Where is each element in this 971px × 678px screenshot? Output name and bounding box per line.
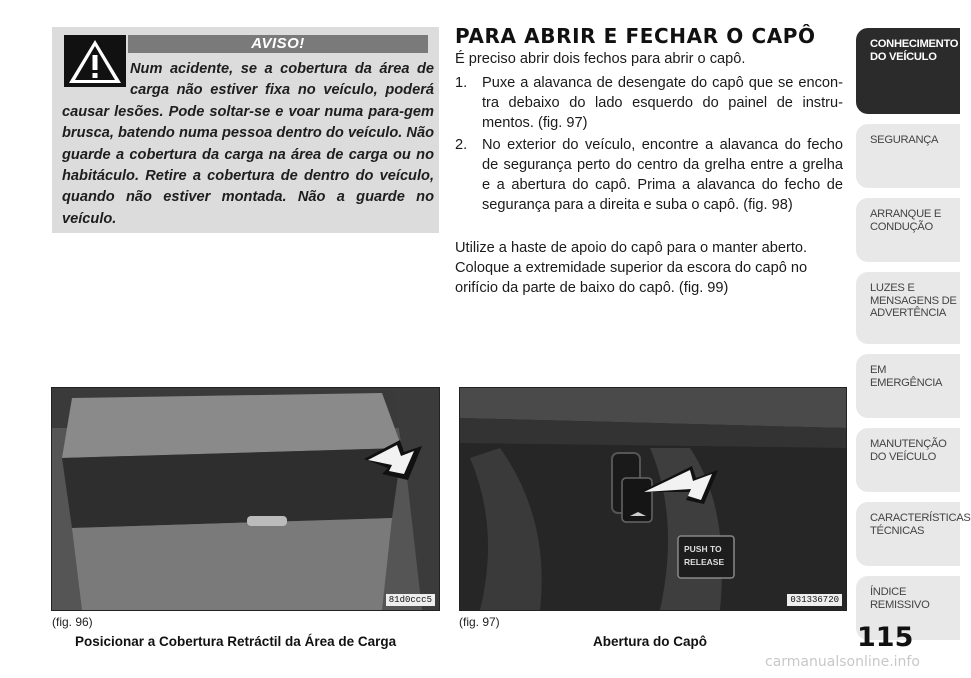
page-number: 115 <box>857 622 914 653</box>
nav-tab-manutencao[interactable]: MANUTENÇÃO DO VEÍCULO <box>856 428 960 492</box>
support-paragraph: Utilize a haste de apoio do capô para o manter aberto. Coloque a extremidade superior da escora do capô no orifício da parte de baixo do capô. (fig. 99) <box>455 240 808 296</box>
nav-tab-indice[interactable]: ÍNDICE REMISSIVO <box>856 576 960 640</box>
hood-release-illustration <box>460 388 846 610</box>
figure-97-caption: Abertura do Capô <box>593 634 708 649</box>
figure-96-caption: Posicionar a Cobertura Retráctil da Área de Carga <box>75 634 397 649</box>
nav-tab-conhecimento[interactable]: CONHECIMENTO DO VEÍCULO <box>856 28 960 114</box>
chapter-nav <box>856 28 971 650</box>
nav-tab-seguranca[interactable]: SEGURANÇA <box>856 124 960 188</box>
watermark: carmanualsonline.info <box>765 654 920 670</box>
nav-tab-caracteristicas[interactable]: CARACTERÍSTICAS TÉCNICAS <box>856 502 960 566</box>
nav-tab-emergencia[interactable]: EM EMERGÊNCIA <box>856 354 960 418</box>
figure-code: 031336720 <box>787 594 842 606</box>
warning-text: Num acidente, se a cobertura da área de carga não estiver fixa no veículo, poderá causar lesões. Pode soltar-se e voar numa para-gem brusca, batendo numa pessoa dentro do veículo. Não guarde a cobertura da carga na área de carga ou no habitáculo. Retire a cobertura de dentro do veículo, quando não estiver montada. Não a guarde no veículo. <box>62 61 434 227</box>
figure-97-number: (fig. 97) <box>459 615 500 629</box>
nav-tab-arranque[interactable]: ARRANQUE E CONDUÇÃO <box>856 198 960 262</box>
section-title: PARA ABRIR E FECHAR O CAPÔ <box>455 24 816 48</box>
figure-96-image <box>51 387 440 611</box>
list-item: 2. No exterior do veículo, encontre a alavanca do fecho de segurança perto do centro da grelha entre a grelha e a abertura do capô. Prima a alavanca do fecho de segurança para a direita e suba o capô. (fig. 98) <box>455 137 843 213</box>
steps-list <box>455 73 843 217</box>
warning-box <box>52 27 439 233</box>
nav-tab-luzes[interactable]: LUZES E MENSAGENS DE ADVERTÊNCIA <box>856 272 960 344</box>
push-to-release-label-2: RELEASE <box>684 557 725 567</box>
warning-header: AVISO! <box>128 35 428 53</box>
push-to-release-label-1: PUSH TO <box>684 544 722 554</box>
list-item: 1. Puxe a alavanca de desengate do capô que se encon-tra debaixo do lado esquerdo do painel de instru-mentos. (fig. 97) <box>455 75 843 131</box>
intro-text: É preciso abrir dois fechos para abrir o capô. <box>455 51 746 67</box>
cargo-cover-illustration <box>52 388 439 610</box>
figure-96-number: (fig. 96) <box>52 615 93 629</box>
figure-97-image <box>459 387 847 611</box>
figure-code: 81d0ccc5 <box>386 594 435 606</box>
